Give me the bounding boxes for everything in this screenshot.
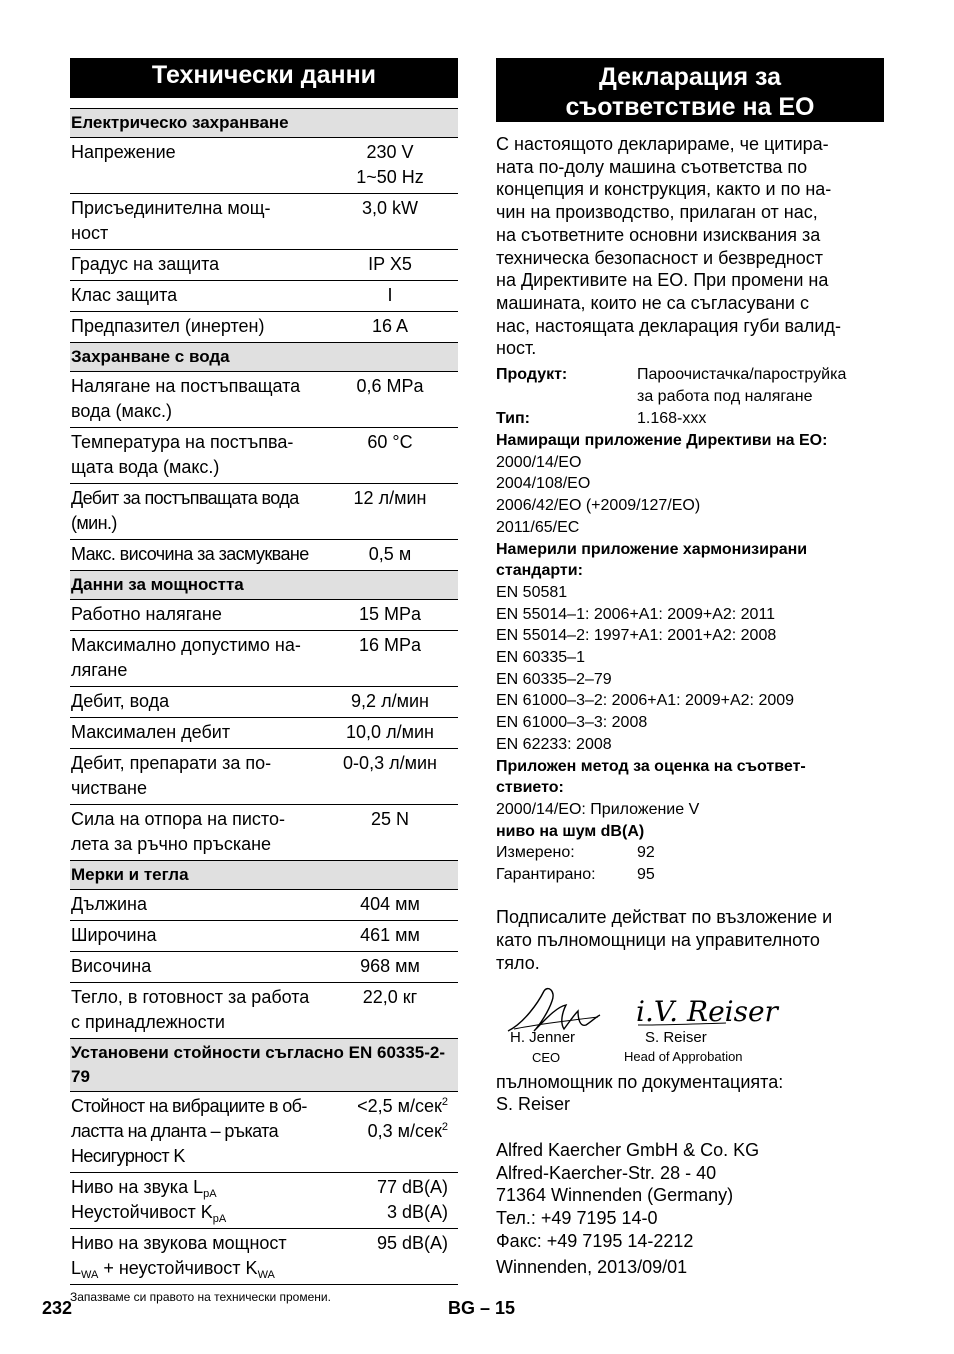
spec-value: 230 V 1~50 Hz: [327, 138, 458, 194]
sound-power-sub: WA: [81, 1269, 99, 1281]
vibration-value-2: 0,3 м/сек: [367, 1121, 442, 1141]
spec-value: 9,2 л/мин: [327, 687, 458, 718]
signatories-text: Подписалите действат по възложение и като пълномощници на управителното тяло.: [496, 907, 833, 973]
sound-pressure-label: [70, 1173, 327, 1229]
table-row: [70, 194, 458, 250]
section-header: Захранване с вода: [70, 343, 458, 372]
page-label: BG – 15: [448, 1298, 516, 1318]
guaranteed-label: Гарантирано:: [496, 866, 596, 884]
sound-power-uncertainty-text: + неустойчивост K: [98, 1258, 258, 1278]
declaration-column: [496, 58, 884, 1279]
declaration-title: [496, 58, 884, 122]
spec-value: 25 N: [327, 805, 458, 861]
vibration-label: Стойност на вибрациите в об- ластта на дланта – ръката Несигурност K: [70, 1092, 327, 1173]
spec-value: 0,5 м: [327, 540, 458, 571]
standard-item: EN 60335–1: [496, 649, 585, 667]
product-value: Пароочистачка/пароструйка за работа под налягане: [637, 366, 847, 406]
spec-label: Температура на постъпва- щата вода (макс.): [70, 428, 327, 484]
company-address: Alfred Kaercher GmbH & Co. KG Alfred-Kaercher-Str. 28 - 40 71364 Winnenden (Germany) Тел.: +49 7195 14-0 Факс: +49 7195 14-2212: [496, 1139, 760, 1251]
spec-value: 16 MPa: [327, 631, 458, 687]
signer1-name: H. Jenner: [510, 1028, 576, 1046]
section-header: Мерки и тегла: [70, 861, 458, 890]
vibration-value-1: <2,5 м/сек: [357, 1096, 442, 1116]
spec-label: Максимален дебит: [70, 718, 327, 749]
spec-value: 22,0 кг: [327, 983, 458, 1039]
spec-label: Максимално допустимо на- лягане: [70, 631, 327, 687]
sound-pressure-value: [327, 1173, 458, 1229]
noise-header: ниво на шум dB(A): [496, 822, 645, 840]
guaranteed-value: 95: [637, 866, 655, 884]
signatures-block: [496, 985, 884, 1083]
table-row: [70, 718, 458, 749]
standards-list: [496, 582, 884, 756]
spec-value: 16 A: [327, 312, 458, 343]
sound-power-label: [70, 1229, 327, 1285]
standards-header: Намерили приложение хармонизирани стандарти:: [496, 540, 808, 580]
method-header: Приложен метод за оценка на съответ- ствието:: [496, 757, 806, 797]
spec-value: IP X5: [327, 250, 458, 281]
reiser-signature-text: i.V. Reiser: [636, 994, 778, 1028]
directives-header: Намиращи приложение Директиви на ЕО:: [496, 432, 828, 450]
signer2-name: S. Reiser: [645, 1028, 707, 1046]
uncertainty-text: Неустойчивост K: [71, 1202, 213, 1222]
spec-value: 0,6 MPa: [327, 372, 458, 428]
spec-label: Градус на защита: [70, 250, 327, 281]
standard-item: EN 50581: [496, 583, 568, 601]
product-label: Продукт:: [496, 366, 568, 384]
type-value: 1.168-xxx: [637, 410, 707, 428]
spec-label: Присъединителна мощ- ност: [70, 194, 327, 250]
measured-value: 92: [637, 844, 655, 862]
table-row: [70, 600, 458, 631]
sound-level-text: Ниво на звука L: [71, 1177, 204, 1197]
table-row: [70, 281, 458, 312]
technical-changes-note: Запазваме си правото на технически промени.: [70, 1290, 331, 1304]
reiser-signature: [634, 985, 778, 1031]
declaration-intro: С настоящото декларираме, че цитира- ната по-долу машина съответства по концепция и конструкция, както и по на- чин на производство, прилаган от нас, на съответните основни изисквания за техническа безопасност и безвредност на Директивите на ЕО. При промени на машината, които не са съгласувани с нас, настоящата декларация губи валид- ност.: [496, 134, 841, 359]
spec-label: Тегло, в готовност за работа с принадлежности: [70, 983, 327, 1039]
directive-item: 2006/42/ЕО (+2009/127/ЕО): [496, 497, 701, 515]
spec-value: 3,0 kW: [327, 194, 458, 250]
spec-label: Широчина: [70, 921, 327, 952]
spec-label: Дължина: [70, 890, 327, 921]
standard-item: EN 55014–2: 1997+A1: 2001+A2: 2008: [496, 627, 777, 645]
spec-label: Макс. височина за засмукване: [70, 540, 327, 571]
spec-value: 404 мм: [327, 890, 458, 921]
table-row: [70, 540, 458, 571]
table-row: [70, 805, 458, 861]
directive-item: 2004/108/ЕО: [496, 475, 591, 493]
technical-data-column: [70, 58, 458, 1304]
directive-item: 2000/14/ЕО: [496, 453, 582, 471]
type-row: [496, 408, 884, 430]
type-label: Тип:: [496, 410, 530, 428]
vibration-value: [327, 1092, 458, 1173]
table-row: [70, 952, 458, 983]
table-row: [70, 631, 458, 687]
page-number: 232: [42, 1298, 73, 1318]
section-header: Електрическо захранване: [70, 109, 458, 138]
spec-label: Напрежение: [70, 138, 327, 194]
spec-value: 461 мм: [327, 921, 458, 952]
signer2-role: Head of Approbation: [624, 1048, 743, 1064]
spec-label: Работно налягане: [70, 600, 327, 631]
table-row: [70, 372, 458, 428]
spec-value: 0-0,3 л/мин: [327, 749, 458, 805]
standard-item: EN 62233: 2008: [496, 735, 612, 753]
spec-value: 968 мм: [327, 952, 458, 983]
emission-values-header: Установени стойности съгласно EN 60335-2-79: [70, 1039, 458, 1092]
spec-value: I: [327, 281, 458, 312]
uncertainty-value: 3 dB(A): [386, 1202, 448, 1222]
table-row: [70, 983, 458, 1039]
signer1-role: CEO: [532, 1049, 561, 1065]
section-header: Данни за мощността: [70, 571, 458, 600]
table-row: [70, 890, 458, 921]
spec-label: Височина: [70, 952, 327, 983]
standard-item: EN 61000–3–2: 2006+A1: 2009+A2: 2009: [496, 692, 795, 710]
vibration-exp-1: 2: [441, 1096, 448, 1108]
table-row: [70, 428, 458, 484]
measured-label: Измерено:: [496, 844, 575, 862]
table-row: [70, 749, 458, 805]
standard-item: EN 55014–1: 2006+A1: 2009+A2: 2011: [496, 605, 776, 623]
sound-power-value: 95 dB(A): [327, 1229, 458, 1285]
table-row: [70, 687, 458, 718]
sound-power-symbol: L: [71, 1258, 82, 1278]
measured-row: [496, 842, 884, 864]
technical-data-title: Технически данни: [70, 58, 458, 98]
sound-level-value: 77 dB(A): [376, 1177, 448, 1197]
table-row: [70, 484, 458, 540]
vibration-exp-2: 2: [441, 1121, 448, 1133]
spec-label: Дебит, препарати за по- чистване: [70, 749, 327, 805]
declaration-title-line2: съответствие на ЕО: [565, 93, 815, 121]
spec-value: 15 MPa: [327, 600, 458, 631]
product-row: [496, 364, 884, 408]
spec-value: 10,0 л/мин: [327, 718, 458, 749]
table-row: [70, 250, 458, 281]
documentation-authority: пълномощник по документацията: S. Reiser: [496, 1071, 784, 1115]
table-row: [70, 921, 458, 952]
directive-item: 2011/65/EC: [496, 518, 580, 536]
sound-level-sub: pA: [203, 1188, 217, 1200]
sound-power-uncertainty-sub: WA: [257, 1269, 275, 1281]
guaranteed-row: [496, 864, 884, 886]
spec-label: Дебит за постъпващата вода (мин.): [70, 484, 327, 540]
table-row: [70, 1229, 458, 1285]
uncertainty-sub: pA: [212, 1213, 227, 1225]
table-row: [70, 1092, 458, 1173]
spec-label: Предпазител (инертен): [70, 312, 327, 343]
spec-label: Дебит, вода: [70, 687, 327, 718]
standard-item: EN 61000–3–3: 2008: [496, 714, 648, 732]
table-row: [70, 1173, 458, 1229]
table-row: [70, 138, 458, 194]
sound-power-text: Ниво на звукова мощност: [71, 1233, 287, 1253]
spec-label: Сила на отпора на писто- лета за ръчно пръскане: [70, 805, 327, 861]
technical-data-table: [70, 108, 458, 1285]
declaration-title-line1: Декларация за: [598, 63, 782, 91]
spec-label: Налягане на постъпващата вода (макс.): [70, 372, 327, 428]
method-value: 2000/14/ЕО: Приложение V: [496, 800, 700, 818]
spec-value: 60 °C: [327, 428, 458, 484]
standard-item: EN 60335–2–79: [496, 670, 612, 688]
spec-label: Клас защита: [70, 281, 327, 312]
directives-list: [496, 452, 884, 539]
spec-value: 12 л/мин: [327, 484, 458, 540]
table-row: [70, 312, 458, 343]
place-date: Winnenden, 2013/09/01: [496, 1257, 688, 1278]
